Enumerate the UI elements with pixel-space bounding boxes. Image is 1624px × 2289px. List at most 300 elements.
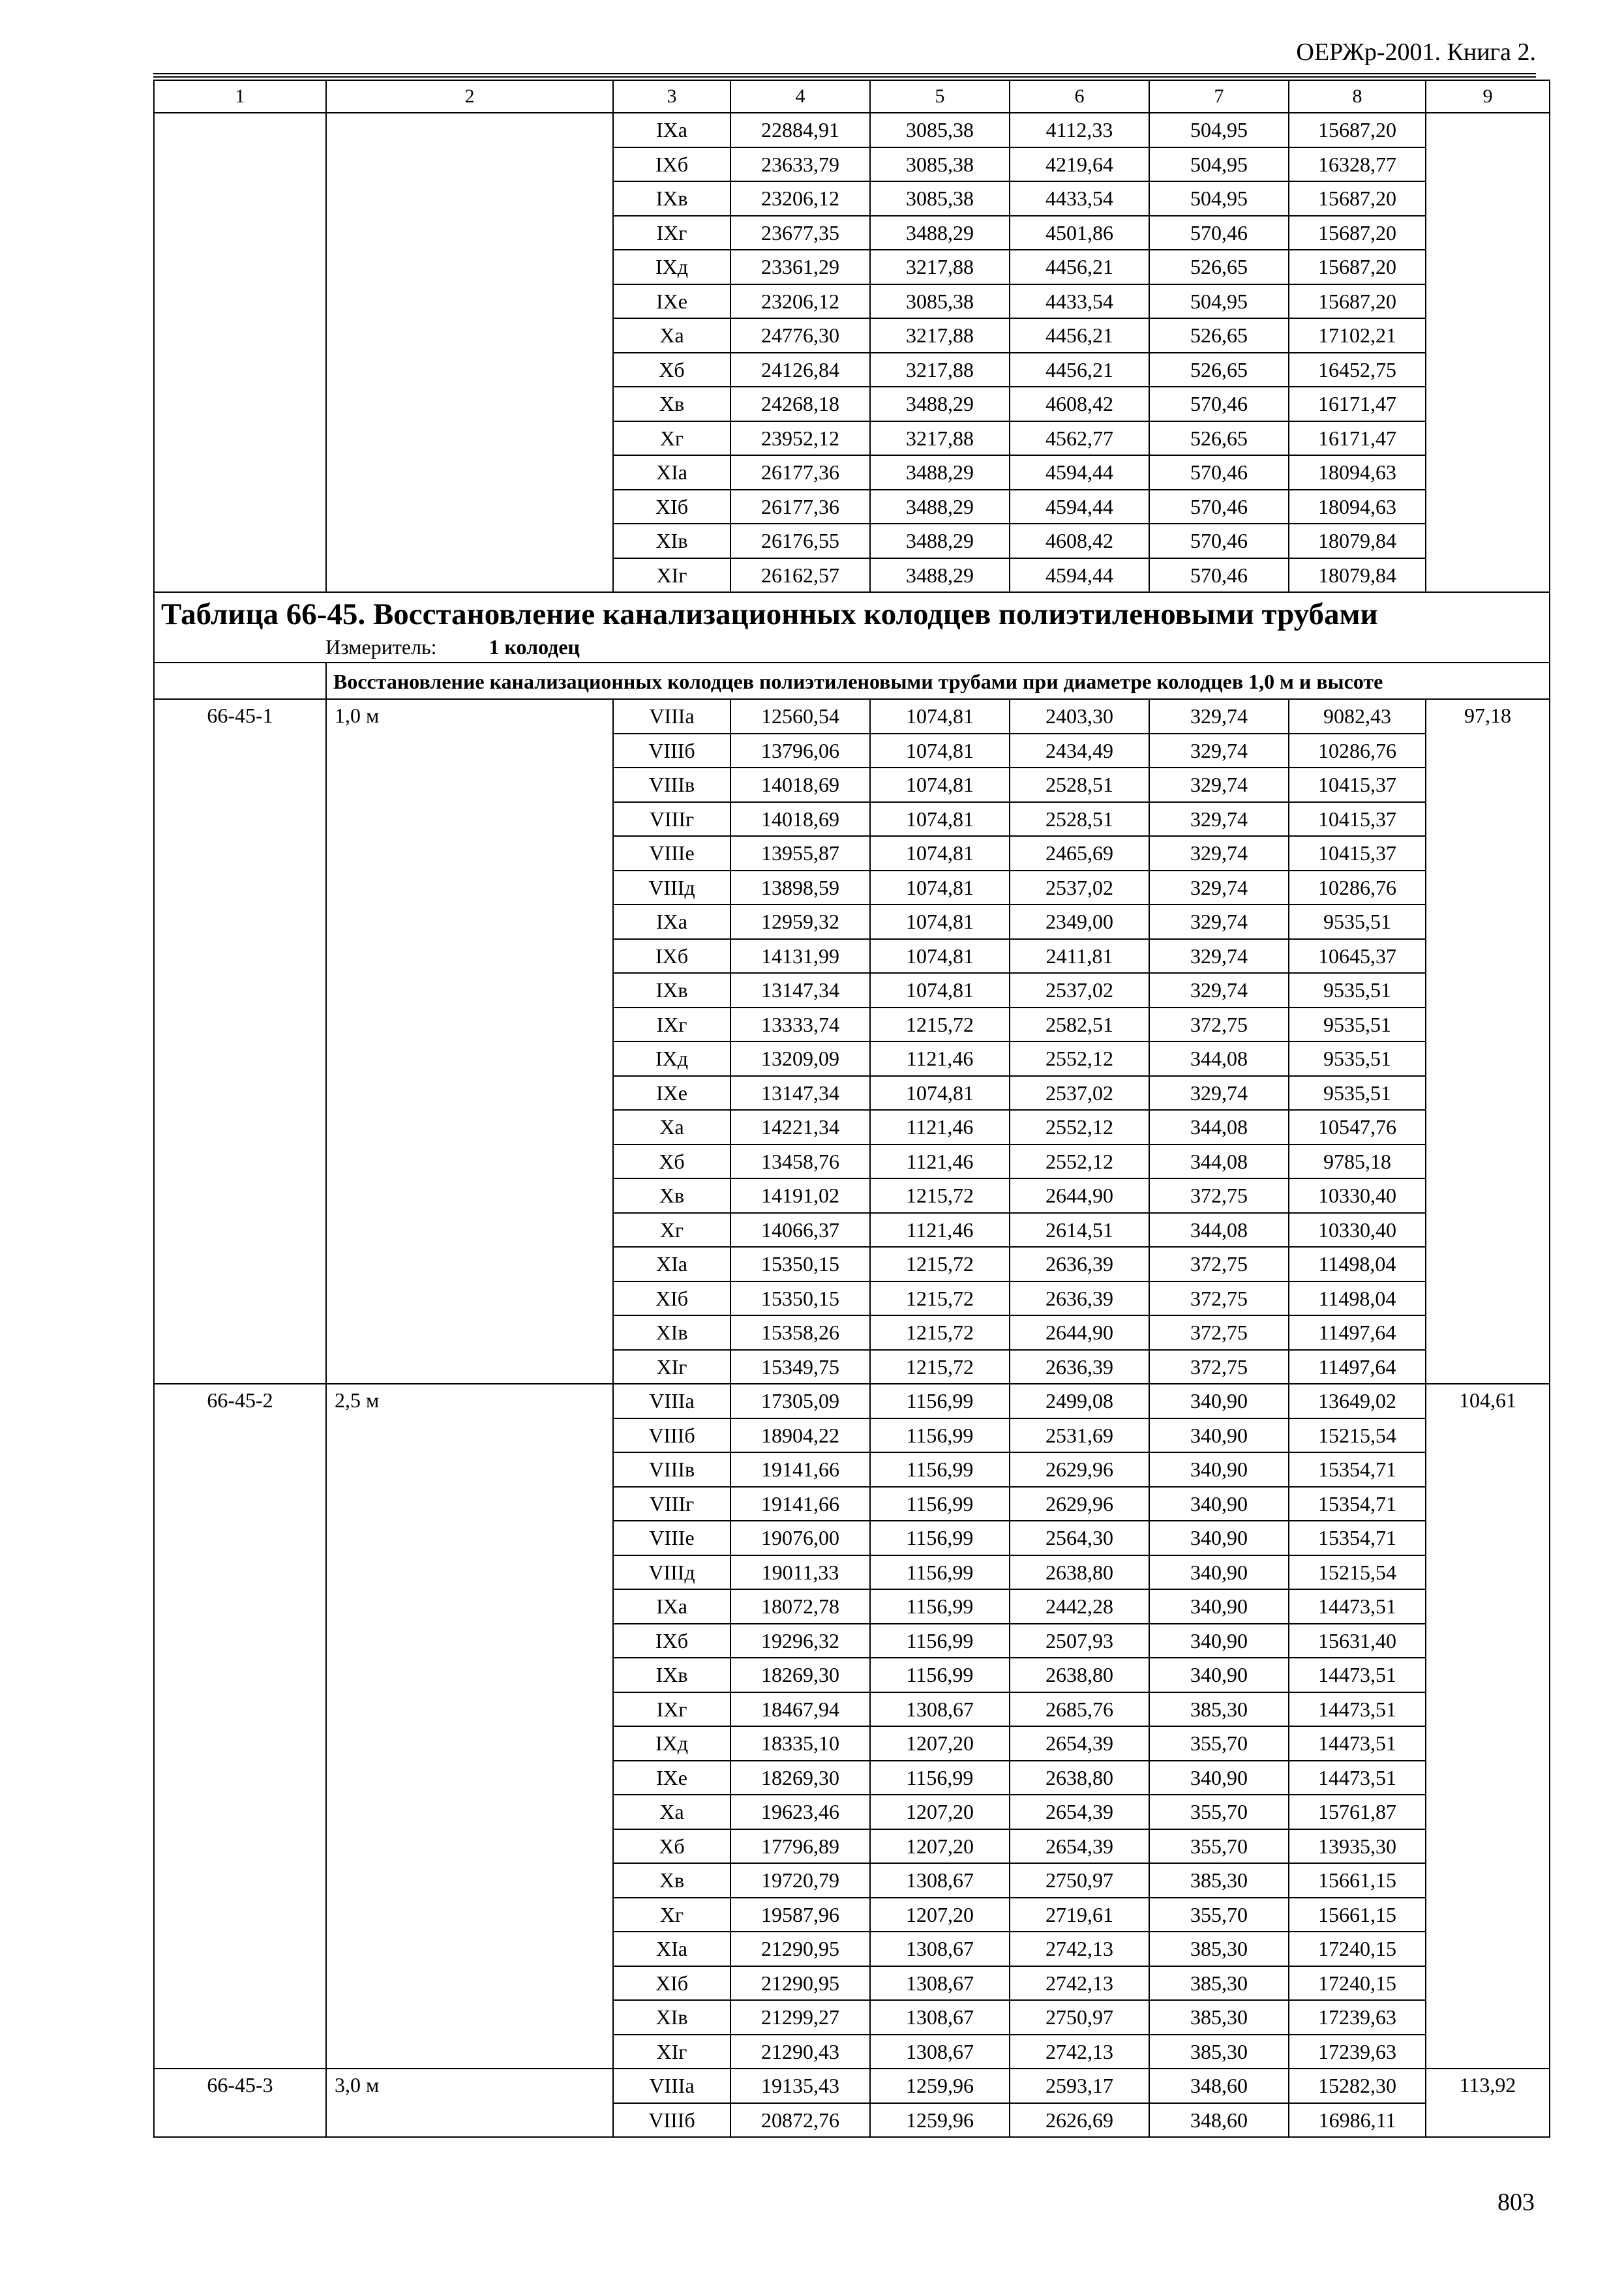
data-cell: 3217,88 (870, 353, 1010, 387)
data-cell: 2552,12 (1010, 1041, 1149, 1076)
data-cell: IXв (613, 1658, 730, 1692)
data-cell: IXв (613, 181, 730, 216)
data-cell: Xа (613, 1110, 730, 1144)
data-cell: IXе (613, 1761, 730, 1795)
data-cell: VIIIб (613, 2103, 730, 2138)
code-cell (154, 113, 326, 592)
data-cell: 385,30 (1149, 2000, 1289, 2035)
data-cell: 340,90 (1149, 1452, 1289, 1487)
data-cell: 504,95 (1149, 181, 1289, 216)
data-cell: 329,74 (1149, 734, 1289, 768)
data-cell: 2403,30 (1010, 699, 1149, 734)
data-cell: 1121,46 (870, 1041, 1010, 1076)
data-cell: 15349,75 (730, 1350, 870, 1384)
data-cell: 14191,02 (730, 1178, 870, 1213)
data-cell: 14018,69 (730, 802, 870, 837)
price-table (153, 80, 1550, 2138)
data-cell: VIIIг (613, 1487, 730, 1521)
code-cell: 66-45-2 (154, 1384, 326, 2069)
data-cell: XIа (613, 455, 730, 490)
data-cell: 26162,57 (730, 558, 870, 593)
data-cell: VIIIа (613, 2069, 730, 2103)
table-row (154, 2069, 1550, 2103)
data-cell: 2685,76 (1010, 1692, 1149, 1727)
data-cell: 385,30 (1149, 1692, 1289, 1727)
data-cell: 2750,97 (1010, 2000, 1149, 2035)
data-cell: 1156,99 (870, 1658, 1010, 1692)
data-cell: 570,46 (1149, 524, 1289, 558)
data-cell: VIIIв (613, 768, 730, 802)
data-cell: 24776,30 (730, 318, 870, 353)
data-cell: VIIIе (613, 1521, 730, 1555)
data-cell: 2636,39 (1010, 1350, 1149, 1384)
data-cell: 1074,81 (870, 768, 1010, 802)
data-cell: 340,90 (1149, 1761, 1289, 1795)
data-cell: 23361,29 (730, 250, 870, 284)
data-cell: 504,95 (1149, 147, 1289, 182)
data-cell: 26176,55 (730, 524, 870, 558)
data-cell: 1074,81 (870, 973, 1010, 1008)
table-row (154, 699, 1550, 734)
data-cell: 13796,06 (730, 734, 870, 768)
data-cell: 2537,02 (1010, 1076, 1149, 1111)
col9-cell (1426, 113, 1550, 592)
data-cell: 18269,30 (730, 1761, 870, 1795)
data-cell: 340,90 (1149, 1589, 1289, 1624)
data-cell: 15687,20 (1289, 284, 1426, 319)
data-cell: 355,70 (1149, 1795, 1289, 1829)
data-cell: 15354,71 (1289, 1452, 1426, 1487)
description-spacer (154, 663, 326, 699)
data-cell: 2582,51 (1010, 1008, 1149, 1042)
col9-cell: 113,92 (1426, 2069, 1550, 2137)
data-cell: 329,74 (1149, 1076, 1289, 1111)
data-cell: 1259,96 (870, 2103, 1010, 2138)
data-cell: 12560,54 (730, 699, 870, 734)
data-cell: 4433,54 (1010, 284, 1149, 319)
data-cell: 15761,87 (1289, 1795, 1426, 1829)
data-cell: 21299,27 (730, 2000, 870, 2035)
data-cell: VIIIг (613, 802, 730, 837)
data-cell: 355,70 (1149, 1726, 1289, 1761)
data-cell: 23633,79 (730, 147, 870, 182)
data-cell: 329,74 (1149, 905, 1289, 939)
data-cell: 570,46 (1149, 558, 1289, 593)
data-cell: 570,46 (1149, 490, 1289, 524)
column-number-7: 7 (1149, 80, 1289, 113)
data-cell: 1156,99 (870, 1452, 1010, 1487)
data-cell: 21290,43 (730, 2035, 870, 2069)
data-cell: 23952,12 (730, 421, 870, 456)
data-cell: 26177,36 (730, 455, 870, 490)
data-cell: 1215,72 (870, 1350, 1010, 1384)
data-cell: 1074,81 (870, 905, 1010, 939)
data-cell: 2528,51 (1010, 802, 1149, 837)
data-cell: 3488,29 (870, 490, 1010, 524)
data-cell: 1074,81 (870, 939, 1010, 974)
data-cell: IXб (613, 1624, 730, 1658)
data-cell: 17305,09 (730, 1384, 870, 1418)
column-number-6: 6 (1010, 80, 1149, 113)
data-cell: XIб (613, 1966, 730, 2001)
data-cell: 18079,84 (1289, 524, 1426, 558)
data-cell: 1207,20 (870, 1898, 1010, 1932)
data-cell: 4433,54 (1010, 181, 1149, 216)
data-cell: 11497,64 (1289, 1350, 1426, 1384)
measure-line (161, 633, 1542, 661)
height-cell: 2,5 м (326, 1384, 613, 2069)
data-cell: 10286,76 (1289, 871, 1426, 905)
data-cell: 1308,67 (870, 2035, 1010, 2069)
code-cell: 66-45-1 (154, 699, 326, 1384)
data-cell: 19296,32 (730, 1624, 870, 1658)
data-cell: 2349,00 (1010, 905, 1149, 939)
data-cell: IXб (613, 939, 730, 974)
data-cell: 11498,04 (1289, 1247, 1426, 1281)
data-cell: 15215,54 (1289, 1418, 1426, 1453)
data-cell: 329,74 (1149, 836, 1289, 871)
col9-cell: 97,18 (1426, 699, 1550, 1384)
data-cell: 17240,15 (1289, 1932, 1426, 1966)
data-cell: 16986,11 (1289, 2103, 1426, 2138)
data-cell: 372,75 (1149, 1247, 1289, 1281)
data-cell: 2629,96 (1010, 1487, 1149, 1521)
data-cell: 2528,51 (1010, 768, 1149, 802)
data-cell: Xг (613, 421, 730, 456)
data-cell: 24126,84 (730, 353, 870, 387)
data-cell: XIб (613, 1281, 730, 1316)
data-cell: 18269,30 (730, 1658, 870, 1692)
data-cell: 17102,21 (1289, 318, 1426, 353)
data-cell: 15687,20 (1289, 113, 1426, 147)
data-cell: IXд (613, 1726, 730, 1761)
data-cell: 15687,20 (1289, 181, 1426, 216)
data-cell: 372,75 (1149, 1315, 1289, 1350)
data-cell: 1215,72 (870, 1281, 1010, 1316)
data-cell: 1121,46 (870, 1110, 1010, 1144)
data-cell: 2654,39 (1010, 1795, 1149, 1829)
data-cell: XIв (613, 1315, 730, 1350)
data-cell: 2499,08 (1010, 1384, 1149, 1418)
data-cell: 372,75 (1149, 1350, 1289, 1384)
data-cell: 2644,90 (1010, 1178, 1149, 1213)
data-cell: 1156,99 (870, 1555, 1010, 1590)
data-cell: 1156,99 (870, 1761, 1010, 1795)
data-cell: Xв (613, 1178, 730, 1213)
data-cell: 4219,64 (1010, 147, 1149, 182)
data-cell: 2742,13 (1010, 1932, 1149, 1966)
data-cell: 19587,96 (730, 1898, 870, 1932)
data-cell: 526,65 (1149, 353, 1289, 387)
data-cell: 3085,38 (870, 147, 1010, 182)
data-cell: 1156,99 (870, 1487, 1010, 1521)
data-cell: XIг (613, 2035, 730, 2069)
data-cell: 15215,54 (1289, 1555, 1426, 1590)
data-cell: 1215,72 (870, 1315, 1010, 1350)
data-cell: 344,08 (1149, 1041, 1289, 1076)
column-number-4: 4 (730, 80, 870, 113)
data-cell: 13147,34 (730, 973, 870, 1008)
data-cell: 504,95 (1149, 284, 1289, 319)
data-cell: 355,70 (1149, 1829, 1289, 1864)
data-cell: 13898,59 (730, 871, 870, 905)
data-cell: 19011,33 (730, 1555, 870, 1590)
data-cell: 2644,90 (1010, 1315, 1149, 1350)
data-cell: 1308,67 (870, 1692, 1010, 1727)
data-cell: 10330,40 (1289, 1178, 1426, 1213)
data-cell: IXв (613, 973, 730, 1008)
data-cell: 4456,21 (1010, 318, 1149, 353)
description-row (154, 663, 1550, 699)
data-cell: 1207,20 (870, 1829, 1010, 1864)
data-cell: 1215,72 (870, 1008, 1010, 1042)
data-cell: XIб (613, 490, 730, 524)
data-cell: IXг (613, 216, 730, 250)
data-cell: 372,75 (1149, 1008, 1289, 1042)
data-cell: 16171,47 (1289, 387, 1426, 421)
data-cell: 1074,81 (870, 699, 1010, 734)
data-cell: 340,90 (1149, 1658, 1289, 1692)
data-cell: 3217,88 (870, 318, 1010, 353)
data-cell: 3488,29 (870, 524, 1010, 558)
data-cell: 526,65 (1149, 250, 1289, 284)
data-cell: 2654,39 (1010, 1726, 1149, 1761)
data-cell: 10415,37 (1289, 802, 1426, 837)
measure-label: Измеритель: (325, 635, 437, 659)
table-title-row (154, 592, 1550, 663)
data-cell: 385,30 (1149, 1863, 1289, 1898)
data-cell: 3488,29 (870, 455, 1010, 490)
data-cell: 1156,99 (870, 1589, 1010, 1624)
data-cell: 340,90 (1149, 1521, 1289, 1555)
data-cell: 13209,09 (730, 1041, 870, 1076)
data-cell: 4501,86 (1010, 216, 1149, 250)
data-cell: 372,75 (1149, 1281, 1289, 1316)
col9-cell: 104,61 (1426, 1384, 1550, 2069)
data-cell: XIв (613, 524, 730, 558)
data-cell: VIIIа (613, 1384, 730, 1418)
data-cell: 15631,40 (1289, 1624, 1426, 1658)
data-cell: 10645,37 (1289, 939, 1426, 974)
data-cell: 15661,15 (1289, 1863, 1426, 1898)
data-cell: 19135,43 (730, 2069, 870, 2103)
column-number-2: 2 (326, 80, 613, 113)
data-cell: 14473,51 (1289, 1726, 1426, 1761)
data-cell: 1215,72 (870, 1178, 1010, 1213)
data-cell: 340,90 (1149, 1624, 1289, 1658)
data-cell: 9535,51 (1289, 1008, 1426, 1042)
column-number-9: 9 (1426, 80, 1550, 113)
table-title: Таблица 66-45. Восстановление канализационных колодцев полиэтиленовыми трубами (161, 597, 1378, 631)
data-cell: 1308,67 (870, 2000, 1010, 2035)
data-cell: 2638,80 (1010, 1761, 1149, 1795)
data-cell: 15350,15 (730, 1281, 870, 1316)
data-cell: 9535,51 (1289, 1076, 1426, 1111)
data-cell: 1215,72 (870, 1247, 1010, 1281)
data-cell: 3085,38 (870, 284, 1010, 319)
table-row (154, 113, 1550, 147)
data-cell: 2531,69 (1010, 1418, 1149, 1453)
data-cell: 3217,88 (870, 250, 1010, 284)
data-cell: 1121,46 (870, 1144, 1010, 1179)
data-cell: 2537,02 (1010, 871, 1149, 905)
data-cell: 372,75 (1149, 1178, 1289, 1213)
data-cell: 17240,15 (1289, 1966, 1426, 2001)
data-cell: 329,74 (1149, 699, 1289, 734)
document-header: ОЕРЖр-2001. Книга 2. (1296, 38, 1536, 66)
data-cell: 2552,12 (1010, 1144, 1149, 1179)
data-cell: 570,46 (1149, 455, 1289, 490)
data-cell: 2564,30 (1010, 1521, 1149, 1555)
data-cell: 340,90 (1149, 1555, 1289, 1590)
data-cell: 13458,76 (730, 1144, 870, 1179)
data-cell: 329,74 (1149, 802, 1289, 837)
column-number-3: 3 (613, 80, 730, 113)
data-cell: Xб (613, 1829, 730, 1864)
data-cell: 1156,99 (870, 1624, 1010, 1658)
data-cell: 9535,51 (1289, 1041, 1426, 1076)
data-cell: XIа (613, 1932, 730, 1966)
data-cell: 4608,42 (1010, 387, 1149, 421)
data-cell: 17796,89 (730, 1829, 870, 1864)
data-cell: 18079,84 (1289, 558, 1426, 593)
data-cell: 4608,42 (1010, 524, 1149, 558)
data-cell: IXд (613, 250, 730, 284)
data-cell: 4594,44 (1010, 455, 1149, 490)
data-cell: 1308,67 (870, 1932, 1010, 1966)
data-cell: 340,90 (1149, 1418, 1289, 1453)
data-cell: 4594,44 (1010, 490, 1149, 524)
data-cell: 526,65 (1149, 421, 1289, 456)
data-cell: Xв (613, 387, 730, 421)
data-cell: 526,65 (1149, 318, 1289, 353)
data-cell: 15282,30 (1289, 2069, 1426, 2103)
data-cell: 4112,33 (1010, 113, 1149, 147)
data-cell: 329,74 (1149, 939, 1289, 974)
data-cell: 11497,64 (1289, 1315, 1426, 1350)
data-cell: VIIIд (613, 1555, 730, 1590)
data-cell: 2614,51 (1010, 1213, 1149, 1248)
data-cell: XIг (613, 558, 730, 593)
data-cell: 504,95 (1149, 113, 1289, 147)
data-cell: 3085,38 (870, 181, 1010, 216)
data-cell: 14473,51 (1289, 1589, 1426, 1624)
data-cell: 2411,81 (1010, 939, 1149, 974)
data-cell: 340,90 (1149, 1487, 1289, 1521)
data-cell: 13333,74 (730, 1008, 870, 1042)
data-cell: 10547,76 (1289, 1110, 1426, 1144)
data-cell: Xб (613, 1144, 730, 1179)
data-cell: 14473,51 (1289, 1658, 1426, 1692)
column-number-row (154, 80, 1550, 113)
data-cell: 15354,71 (1289, 1521, 1426, 1555)
data-cell: 2507,93 (1010, 1624, 1149, 1658)
data-cell: 2742,13 (1010, 1966, 1149, 2001)
height-cell: 3,0 м (326, 2069, 613, 2137)
data-cell: IXг (613, 1692, 730, 1727)
data-cell: 4594,44 (1010, 558, 1149, 593)
data-cell: 2719,61 (1010, 1898, 1149, 1932)
data-cell: 2442,28 (1010, 1589, 1149, 1624)
data-cell: 14473,51 (1289, 1761, 1426, 1795)
data-cell: 4456,21 (1010, 250, 1149, 284)
data-cell: 18904,22 (730, 1418, 870, 1453)
data-cell: 11498,04 (1289, 1281, 1426, 1316)
data-cell: 13935,30 (1289, 1829, 1426, 1864)
data-cell: 23677,35 (730, 216, 870, 250)
data-cell: 1308,67 (870, 1966, 1010, 2001)
data-cell: 15354,71 (1289, 1487, 1426, 1521)
data-cell: 12959,32 (730, 905, 870, 939)
data-cell: 344,08 (1149, 1110, 1289, 1144)
data-cell: 17239,63 (1289, 2000, 1426, 2035)
data-cell: 10415,37 (1289, 836, 1426, 871)
data-cell: 1074,81 (870, 836, 1010, 871)
data-cell: IXа (613, 905, 730, 939)
data-cell: 4562,77 (1010, 421, 1149, 456)
data-cell: 15687,20 (1289, 216, 1426, 250)
data-cell: 19623,46 (730, 1795, 870, 1829)
code-cell: 66-45-3 (154, 2069, 326, 2137)
data-cell: 1121,46 (870, 1213, 1010, 1248)
data-cell: 17239,63 (1289, 2035, 1426, 2069)
data-cell: 1074,81 (870, 871, 1010, 905)
data-cell: XIв (613, 2000, 730, 2035)
data-cell: 13955,87 (730, 836, 870, 871)
data-cell: 26177,36 (730, 490, 870, 524)
data-cell: XIг (613, 1350, 730, 1384)
data-cell: 2537,02 (1010, 973, 1149, 1008)
data-cell: 329,74 (1149, 973, 1289, 1008)
data-cell: 18094,63 (1289, 455, 1426, 490)
data-cell: 385,30 (1149, 1932, 1289, 1966)
data-cell: 1074,81 (870, 734, 1010, 768)
data-cell: 385,30 (1149, 1966, 1289, 2001)
data-cell: 385,30 (1149, 2035, 1289, 2069)
data-cell: 3488,29 (870, 216, 1010, 250)
data-cell: 23206,12 (730, 181, 870, 216)
data-cell: 21290,95 (730, 1966, 870, 2001)
data-cell: 18467,94 (730, 1692, 870, 1727)
data-cell: 2465,69 (1010, 836, 1149, 871)
data-cell: 348,60 (1149, 2103, 1289, 2138)
data-cell: 348,60 (1149, 2069, 1289, 2103)
page-number: 803 (1497, 2189, 1535, 2216)
data-cell: 570,46 (1149, 387, 1289, 421)
data-cell: IXа (613, 113, 730, 147)
data-cell: 15661,15 (1289, 1898, 1426, 1932)
data-cell: 1207,20 (870, 1726, 1010, 1761)
data-cell: 14221,34 (730, 1110, 870, 1144)
data-cell: 14066,37 (730, 1213, 870, 1248)
height-cell (326, 113, 613, 592)
data-cell: 2636,39 (1010, 1247, 1149, 1281)
data-cell: Xб (613, 353, 730, 387)
data-cell: IXе (613, 1076, 730, 1111)
data-cell: 10415,37 (1289, 768, 1426, 802)
data-cell: 19076,00 (730, 1521, 870, 1555)
data-cell: 329,74 (1149, 871, 1289, 905)
data-cell: IXе (613, 284, 730, 319)
data-cell: 4456,21 (1010, 353, 1149, 387)
data-cell: IXб (613, 147, 730, 182)
data-cell: 3217,88 (870, 421, 1010, 456)
data-cell: 18072,78 (730, 1589, 870, 1624)
data-cell: 9535,51 (1289, 973, 1426, 1008)
data-cell: IXд (613, 1041, 730, 1076)
table-description: Восстановление канализационных колодцев полиэтиленовыми трубами при диаметре колодцев 1,0 м и высоте (326, 663, 1550, 699)
data-cell: VIIIд (613, 871, 730, 905)
